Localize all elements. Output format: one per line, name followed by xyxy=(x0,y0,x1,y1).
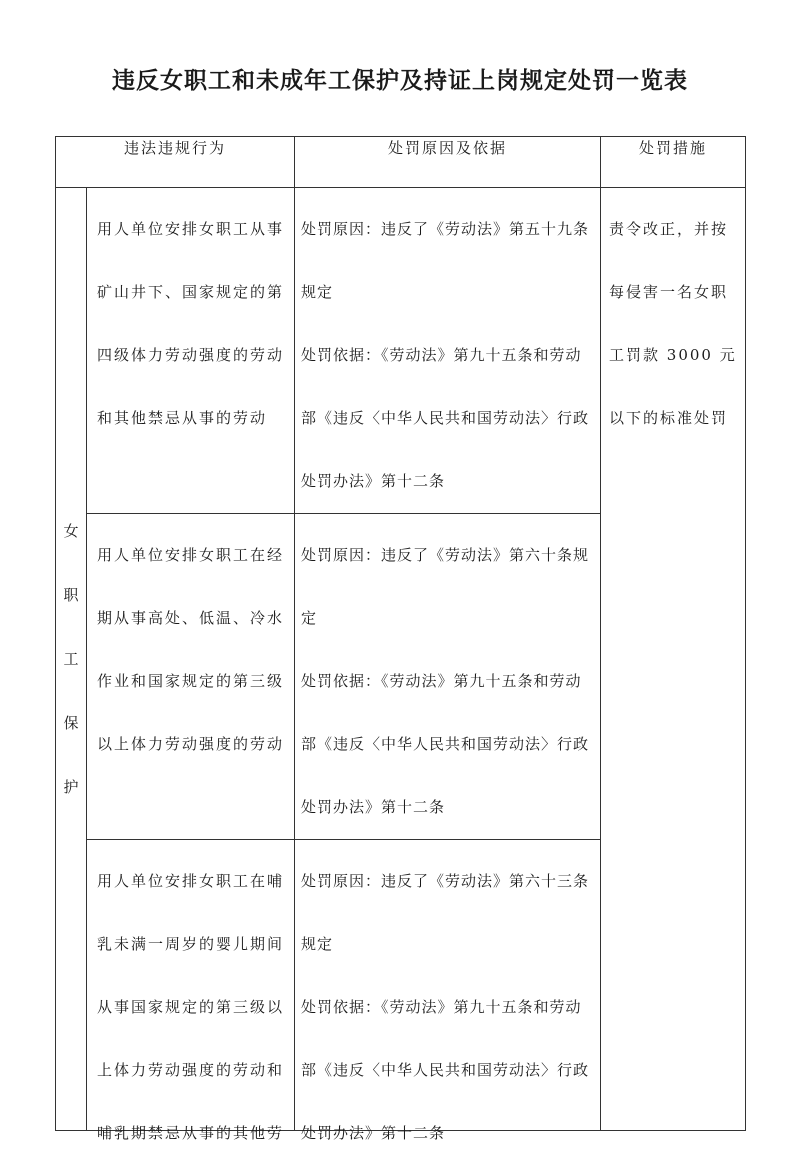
reason-cause-text: 处罚原因：违反了《劳动法》第五十九条规定 xyxy=(301,220,590,301)
behavior-text: 用人单位安排女职工在哺乳未满一周岁的婴儿期间从事国家规定的第三级以上体力劳动强度的劳动和哺乳期禁忌从事的其他劳 xyxy=(97,872,285,1142)
behavior-cell xyxy=(87,514,295,840)
penalty-table xyxy=(55,136,746,1142)
reason-basis-text: 处罚依据：《劳动法》第九十五条和劳动部《违反〈中华人民共和国劳动法〉行政处罚办法》第十二条 xyxy=(301,346,590,490)
header-behavior: 违法违规行为 xyxy=(56,137,295,188)
table-header-row xyxy=(56,137,746,188)
measure-cell xyxy=(601,188,746,1131)
reason-cell xyxy=(295,840,601,1142)
table-row xyxy=(56,188,746,514)
header-reason: 处罚原因及依据 xyxy=(295,137,601,188)
behavior-cell xyxy=(87,188,295,514)
reason-basis-text: 处罚依据：《劳动法》第九十五条和劳动部《违反〈中华人民共和国劳动法〉行政处罚办法》第十二条 xyxy=(301,672,590,816)
behavior-cell xyxy=(87,840,295,1142)
section-label-cell xyxy=(56,188,87,1131)
reason-cell xyxy=(295,514,601,840)
section-label: 女职工保护 xyxy=(63,522,79,796)
header-measure: 处罚措施 xyxy=(601,137,746,188)
page-title: 违反女职工和未成年工保护及持证上岗规定处罚一览表 xyxy=(112,68,688,94)
reason-basis-text: 处罚依据：《劳动法》第九十五条和劳动部《违反〈中华人民共和国劳动法〉行政处罚办法》第十二条 xyxy=(301,998,590,1142)
measure-text: 责令改正，并按每侵害一名女职工罚款 3000 元以下的标准处罚 xyxy=(609,220,737,427)
reason-cause-text: 处罚原因：违反了《劳动法》第六十条规定 xyxy=(301,546,590,627)
reason-cell xyxy=(295,188,601,514)
reason-cause-text: 处罚原因：违反了《劳动法》第六十三条规定 xyxy=(301,872,590,953)
behavior-text: 用人单位安排女职工在经期从事高处、低温、冷水作业和国家规定的第三级以上体力劳动强度的劳动 xyxy=(97,546,285,753)
behavior-text: 用人单位安排女职工从事矿山井下、国家规定的第四级体力劳动强度的劳动和其他禁忌从事的劳动 xyxy=(97,220,285,427)
